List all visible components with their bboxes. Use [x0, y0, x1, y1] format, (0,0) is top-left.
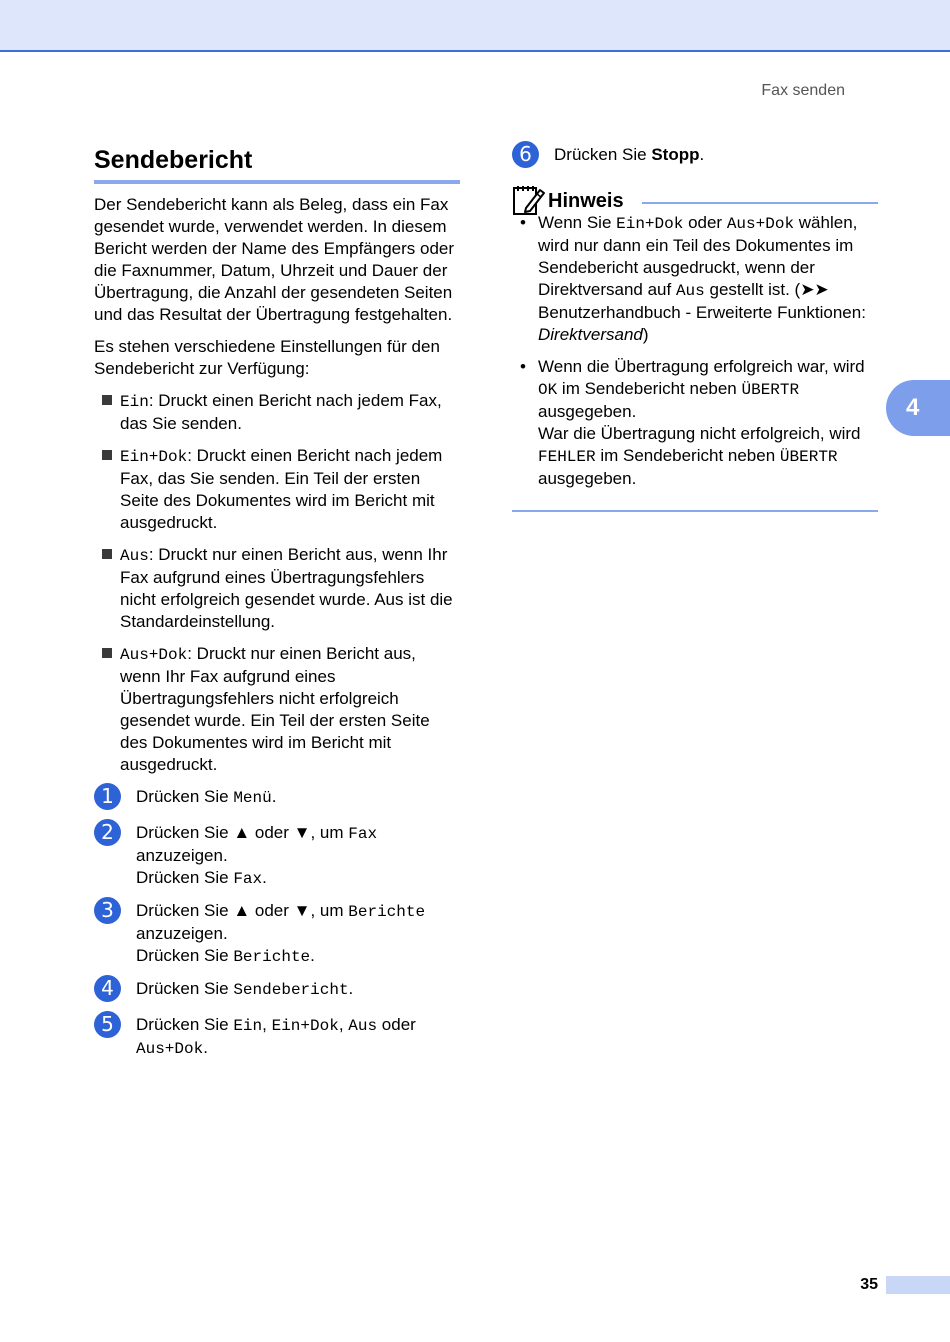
step-code: Aus+Dok	[136, 1040, 204, 1058]
header-band	[0, 0, 950, 52]
square-bullet-icon	[102, 549, 112, 559]
note-text: im Sendebericht neben	[595, 446, 780, 465]
note-code: Aus	[675, 282, 705, 300]
step-6	[512, 144, 878, 170]
arrow-down-icon: ▼	[293, 901, 311, 920]
note-title: Hinweis	[548, 190, 624, 212]
step-code: Fax	[233, 870, 263, 888]
note-text: ausgegeben.	[538, 402, 637, 421]
list-item	[94, 544, 460, 633]
option-code: Aus+Dok	[120, 646, 188, 664]
step-text: .	[310, 946, 315, 965]
step-text: ,	[338, 1015, 349, 1034]
step-text: ,	[262, 1015, 272, 1034]
step-number-badge: 5	[94, 1011, 121, 1038]
step-number-badge: 4	[94, 975, 121, 1002]
square-bullet-icon	[102, 450, 112, 460]
step-text: Drücken Sie	[136, 979, 234, 998]
step-number-badge: 3	[94, 897, 121, 924]
step-text: , um	[310, 823, 349, 842]
note-code: FEHLER	[538, 448, 596, 466]
step-text: Drücken Sie	[136, 901, 234, 920]
note-text: Wenn Sie	[538, 213, 617, 232]
left-column	[94, 144, 460, 1070]
list-item	[94, 390, 460, 435]
note-text: War die Übertragung nicht erfolgreich, wird	[538, 424, 861, 443]
step-text: Drücken Sie	[554, 145, 652, 164]
running-head: Fax senden	[761, 82, 845, 99]
step-code: Menü	[233, 789, 272, 807]
page-number: 35	[860, 1276, 878, 1293]
footer-band	[886, 1276, 950, 1294]
note-text: gestellt ist. (	[704, 280, 801, 299]
square-bullet-icon	[102, 648, 112, 658]
note-box	[512, 184, 878, 512]
note-code: OK	[538, 381, 558, 399]
note-code: Ein+Dok	[616, 215, 684, 233]
note-text: Benutzerhandbuch - Erweiterte Funktionen:	[538, 303, 866, 322]
step-text: Drücken Sie	[136, 787, 234, 806]
step-text: oder	[250, 823, 294, 842]
step-text: .	[262, 868, 267, 887]
step-text: .	[348, 979, 354, 998]
step-text: Drücken Sie	[136, 823, 234, 842]
right-column	[512, 144, 878, 512]
note-code: Aus+Dok	[726, 215, 795, 233]
intro-paragraph: Der Sendebericht kann als Beleg, dass ein Fax gesendet wurde, verwendet werden. In diesem Bericht werden der Name des Empfängers oder die Faxnummer, Datum, Uhrzeit und Dauer der Übertragung, die Anzahl der gesendeten Seiten und das Resultat der Übertragung festgehalten.	[94, 195, 455, 324]
note-text: ausgegeben.	[538, 469, 637, 488]
option-code: Aus	[120, 547, 149, 565]
settings-intro: Es stehen verschiedene Einstellungen für den Sendebericht zur Verfügung:	[94, 337, 440, 378]
step-4	[94, 978, 460, 1004]
option-text: : Druckt nur einen Bericht aus, wenn Ihr Fax aufgrund eines Übertragungsfehlers nicht erfolgreich gesendet wurde. Ein Teil der ersten Seite des Dokumentes wird im Bericht mit ausgedruckt.	[120, 644, 430, 774]
note-code: ÜBERTR	[741, 381, 800, 399]
list-item	[94, 445, 460, 534]
option-code: Ein	[120, 393, 149, 411]
note-text: )	[642, 325, 649, 344]
arrow-down-icon: ▼	[293, 823, 311, 842]
step-text: oder	[377, 1015, 416, 1034]
section-title: Sendebericht	[94, 144, 460, 184]
stop-key-label: Stopp	[651, 145, 700, 164]
note-text: oder	[683, 213, 727, 232]
step-code: Fax	[348, 825, 378, 843]
step-text: .	[203, 1038, 208, 1057]
step-1	[94, 786, 460, 812]
step-text: .	[271, 787, 277, 806]
list-item	[94, 643, 460, 776]
step-text: , um	[310, 901, 349, 920]
option-text: : Druckt nur einen Bericht aus, wenn Ihr Fax aufgrund eines Übertragungsfehlers nicht erfolgreich gesendet wurde. Aus ist die Standardeinstellung.	[120, 545, 453, 631]
chapter-tab: 4	[886, 380, 950, 436]
note-text: im Sendebericht neben	[557, 379, 742, 398]
note-divider	[642, 202, 878, 204]
step-code: Berichte	[233, 948, 311, 966]
step-code: Ein+Dok	[271, 1017, 339, 1035]
note-text: wählen, wird nur dann ein Teil des Dokumentes im Sendebericht ausgedruckt, wenn der Direktversand auf	[538, 213, 858, 299]
list-item	[512, 212, 878, 346]
step-5	[94, 1014, 460, 1060]
step-text: anzuzeigen.	[136, 924, 228, 943]
square-bullet-icon	[102, 395, 112, 405]
step-text: Drücken Sie	[136, 868, 234, 887]
cross-reference-arrow-icon: ➤➤	[800, 280, 829, 299]
step-code: Sendebericht	[233, 981, 349, 999]
step-2	[94, 822, 460, 890]
options-list	[94, 390, 460, 776]
bullet-icon: •	[520, 357, 526, 376]
step-text: oder	[250, 901, 294, 920]
option-text: : Druckt einen Bericht nach jedem Fax, das Sie senden. Ein Teil der ersten Seite des Dokumentes wird im Bericht mit ausgedruckt.	[120, 446, 443, 532]
step-3	[94, 900, 460, 968]
note-list	[512, 212, 878, 490]
step-text: anzuzeigen.	[136, 846, 228, 865]
option-code: Ein+Dok	[120, 448, 188, 466]
note-reference-title: Direktversand	[538, 325, 643, 344]
step-text: .	[699, 145, 705, 164]
arrow-up-icon: ▲	[233, 901, 251, 920]
step-number-badge: 1	[94, 783, 121, 810]
step-number-badge: 2	[94, 819, 121, 846]
step-text: Drücken Sie	[136, 946, 234, 965]
step-number-badge: 6	[512, 141, 539, 168]
step-code: Ein	[233, 1017, 263, 1035]
step-code: Berichte	[348, 903, 426, 921]
step-text: Drücken Sie	[136, 1015, 234, 1034]
note-text: Wenn die Übertragung erfolgreich war, wird	[538, 357, 865, 376]
list-item	[512, 356, 878, 490]
bullet-icon: •	[520, 213, 526, 232]
step-code: Aus	[348, 1017, 378, 1035]
option-text: : Druckt einen Bericht nach jedem Fax, das Sie senden.	[120, 391, 442, 433]
note-code: ÜBERTR	[779, 448, 838, 466]
arrow-up-icon: ▲	[233, 823, 251, 842]
